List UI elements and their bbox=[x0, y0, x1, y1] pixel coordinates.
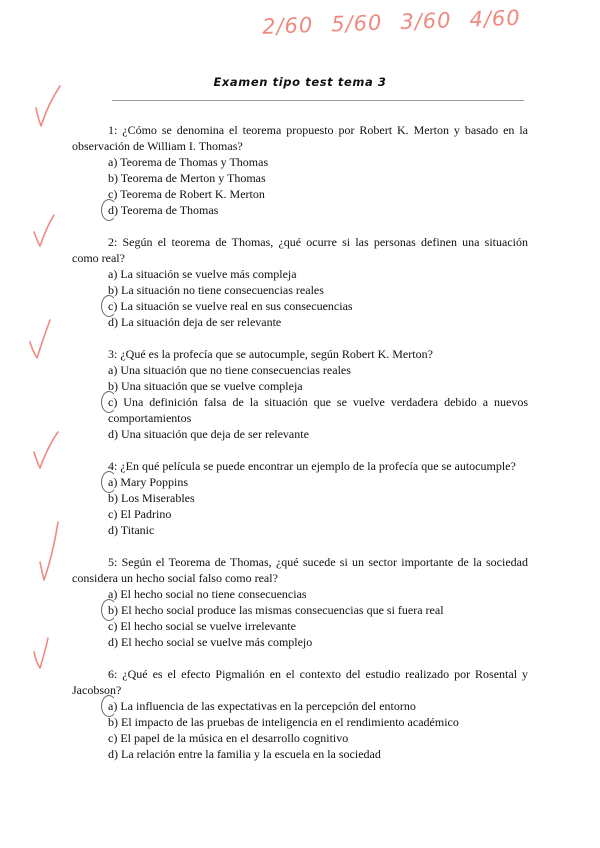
option-d[interactable] bbox=[108, 202, 528, 218]
check-mark-icon bbox=[30, 320, 50, 358]
option-a[interactable]: a) Una situación que no tiene consecuencias reales bbox=[108, 363, 351, 377]
option-list bbox=[72, 698, 528, 762]
question-text: 6: ¿Qué es el efecto Pigmalión en el contexto del estudio realizado por Rosental y Jacobson? bbox=[72, 667, 528, 697]
option-label: c) Una definición falsa de la situación que se vuelve verdadera debido a nuevos comportamientos bbox=[108, 395, 528, 425]
option-c[interactable]: c) El hecho social se vuelve irrelevante bbox=[108, 619, 296, 633]
score-1: 2/60 bbox=[261, 13, 314, 39]
option-c[interactable] bbox=[108, 298, 528, 314]
question-text: 3: ¿Qué es la profecía que se autocumple, según Robert K. Merton? bbox=[108, 347, 433, 361]
option-label: a) La influencia de las expectativas en la percepción del entorno bbox=[108, 699, 416, 713]
question-2 bbox=[72, 234, 528, 330]
option-a[interactable]: a) El hecho social no tiene consecuencias bbox=[108, 587, 307, 601]
option-d[interactable]: d) La situación deja de ser relevante bbox=[108, 315, 282, 329]
option-list bbox=[72, 266, 528, 330]
title-divider bbox=[112, 100, 524, 101]
question-text: 4: ¿En qué película se puede encontrar un ejemplo de la profecía que se autocumple? bbox=[108, 459, 516, 473]
option-list bbox=[72, 586, 528, 650]
option-a[interactable]: a) Teorema de Thomas y Thomas bbox=[108, 155, 269, 169]
question-6 bbox=[72, 666, 528, 762]
option-c[interactable]: c) Teorema de Robert K. Merton bbox=[108, 187, 265, 201]
option-list bbox=[72, 362, 528, 442]
check-mark-icon bbox=[36, 86, 60, 126]
option-b[interactable]: b) La situación no tiene consecuencias reales bbox=[108, 283, 324, 297]
question-text: 1: ¿Cómo se denomina el teorema propuesto por Robert K. Merton y basado en la observación de William I. Thomas? bbox=[72, 123, 528, 153]
check-mark-icon bbox=[34, 638, 48, 668]
option-b[interactable]: b) Teorema de Merton y Thomas bbox=[108, 171, 266, 185]
option-b[interactable]: b) Una situación que se vuelve compleja bbox=[108, 379, 303, 393]
option-d[interactable]: d) La relación entre la familia y la escuela en la sociedad bbox=[108, 747, 381, 761]
score-3: 3/60 bbox=[399, 8, 452, 34]
option-label: b) El hecho social produce las mismas consecuencias que si fuera real bbox=[108, 603, 444, 617]
option-c[interactable] bbox=[108, 394, 528, 426]
handwritten-scores bbox=[262, 5, 539, 39]
check-mark-icon bbox=[34, 215, 54, 246]
option-d[interactable]: d) Una situación que deja de ser relevante bbox=[108, 427, 309, 441]
option-b[interactable]: b) Los Miserables bbox=[108, 491, 195, 505]
question-text: 2: Según el teorema de Thomas, ¿qué ocurre si las personas definen una situación como real? bbox=[72, 235, 528, 265]
option-a[interactable] bbox=[108, 474, 528, 490]
check-mark-icon bbox=[40, 522, 58, 580]
option-b[interactable]: b) El impacto de las pruebas de inteligencia en el rendimiento académico bbox=[108, 715, 459, 729]
option-a[interactable]: a) La situación se vuelve más compleja bbox=[108, 267, 297, 281]
option-b[interactable] bbox=[108, 602, 528, 618]
option-list bbox=[72, 474, 528, 538]
question-4 bbox=[72, 458, 528, 538]
option-label: d) Teorema de Thomas bbox=[108, 203, 219, 217]
answer-circle-mark bbox=[101, 391, 117, 413]
question-1 bbox=[72, 122, 528, 218]
answer-circle-mark bbox=[101, 199, 117, 221]
option-label: a) Mary Poppins bbox=[108, 475, 188, 489]
check-mark-icon bbox=[34, 432, 58, 468]
option-a[interactable] bbox=[108, 698, 528, 714]
question-3 bbox=[72, 346, 528, 442]
question-5 bbox=[72, 554, 528, 650]
option-c[interactable]: c) El papel de la música en el desarrollo cognitivo bbox=[108, 731, 349, 745]
option-list bbox=[72, 154, 528, 218]
option-label: c) La situación se vuelve real en sus consecuencias bbox=[108, 299, 353, 313]
option-c[interactable]: c) El Padrino bbox=[108, 507, 172, 521]
score-2: 5/60 bbox=[330, 10, 383, 37]
option-d[interactable]: d) Titanic bbox=[108, 523, 155, 537]
option-d[interactable]: d) El hecho social se vuelve más complejo bbox=[108, 635, 313, 649]
exam-title: Examen tipo test tema 3 bbox=[213, 75, 387, 89]
question-text: 5: Según el Teorema de Thomas, ¿qué sucede si un sector importante de la sociedad considera un hecho social falso como real? bbox=[72, 555, 528, 585]
score-4: 4/60 bbox=[469, 5, 522, 32]
